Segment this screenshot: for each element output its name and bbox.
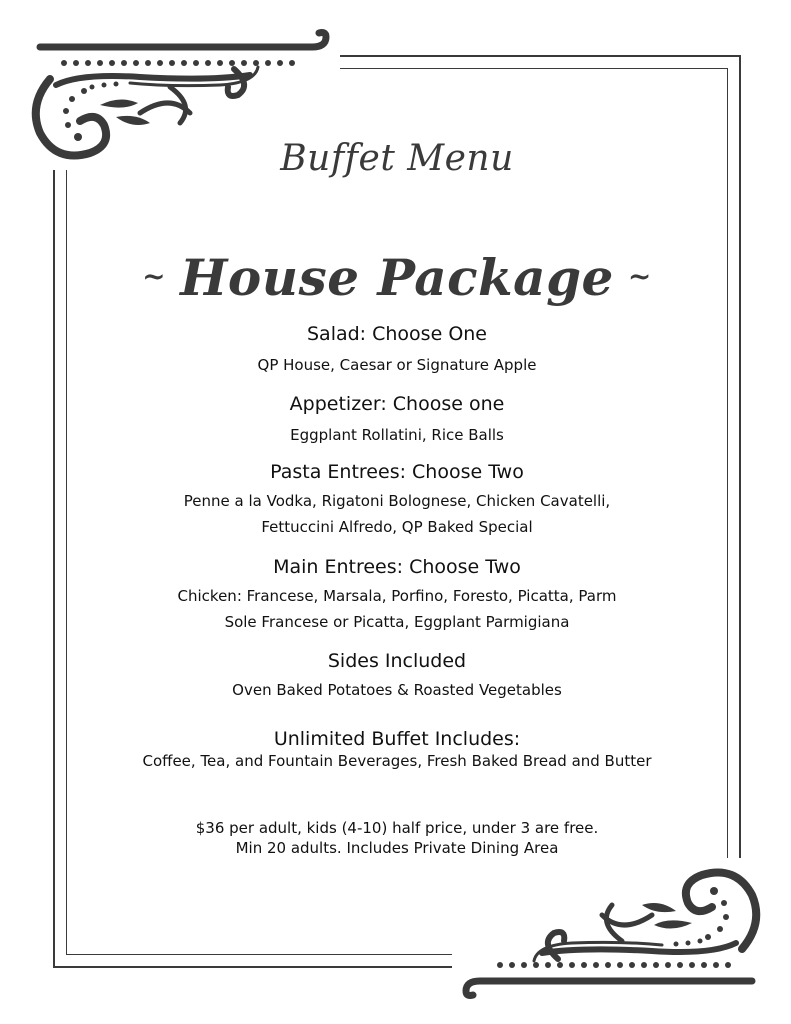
section-heading: Unlimited Buffet Includes: [273,728,521,750]
section-line: Sole Francese or Picatta, Eggplant Parmigiana [224,613,570,631]
unlimited-buffet-section [66,727,728,771]
pricing-line: $36 per adult, kids (4-10) half price, under 3 are free. [195,819,599,837]
bottom-right-flourish-icon [452,858,772,1003]
section-heading: Main Entrees: Choose Two [273,556,521,578]
section-line: Oven Baked Potatoes & Roasted Vegetables [232,681,562,699]
menu-title: Buffet Menu [280,138,514,179]
package-title-row [66,248,728,307]
pricing-section [66,818,728,858]
pricing-line: Min 20 adults. Includes Private Dining Area [235,839,559,857]
section-line: Eggplant Rollatini, Rice Balls [290,426,504,444]
section-heading: Sides Included [327,650,467,672]
main-entrees-section [66,555,728,635]
appetizer-section [66,392,728,448]
left-tilde-icon: ~ [142,259,167,293]
salad-section [66,322,728,378]
section-heading: Appetizer: Choose one [289,393,505,415]
section-line: QP House, Caesar or Signature Apple [257,356,537,374]
section-line: Chicken: Francese, Marsala, Porfino, Foresto, Picatta, Parm [177,587,617,605]
pasta-section [66,460,728,540]
section-line: Penne a la Vodka, Rigatoni Bolognese, Chicken Cavatelli, [183,492,611,510]
section-line: Coffee, Tea, and Fountain Beverages, Fresh Baked Bread and Butter [142,752,652,770]
section-heading: Salad: Choose One [307,323,487,345]
sides-section [66,649,728,703]
package-title: House Package [180,248,614,307]
right-tilde-icon: ~ [627,259,652,293]
section-heading: Pasta Entrees: Choose Two [270,461,524,483]
section-line: Fettuccini Alfredo, QP Baked Special [261,518,533,536]
